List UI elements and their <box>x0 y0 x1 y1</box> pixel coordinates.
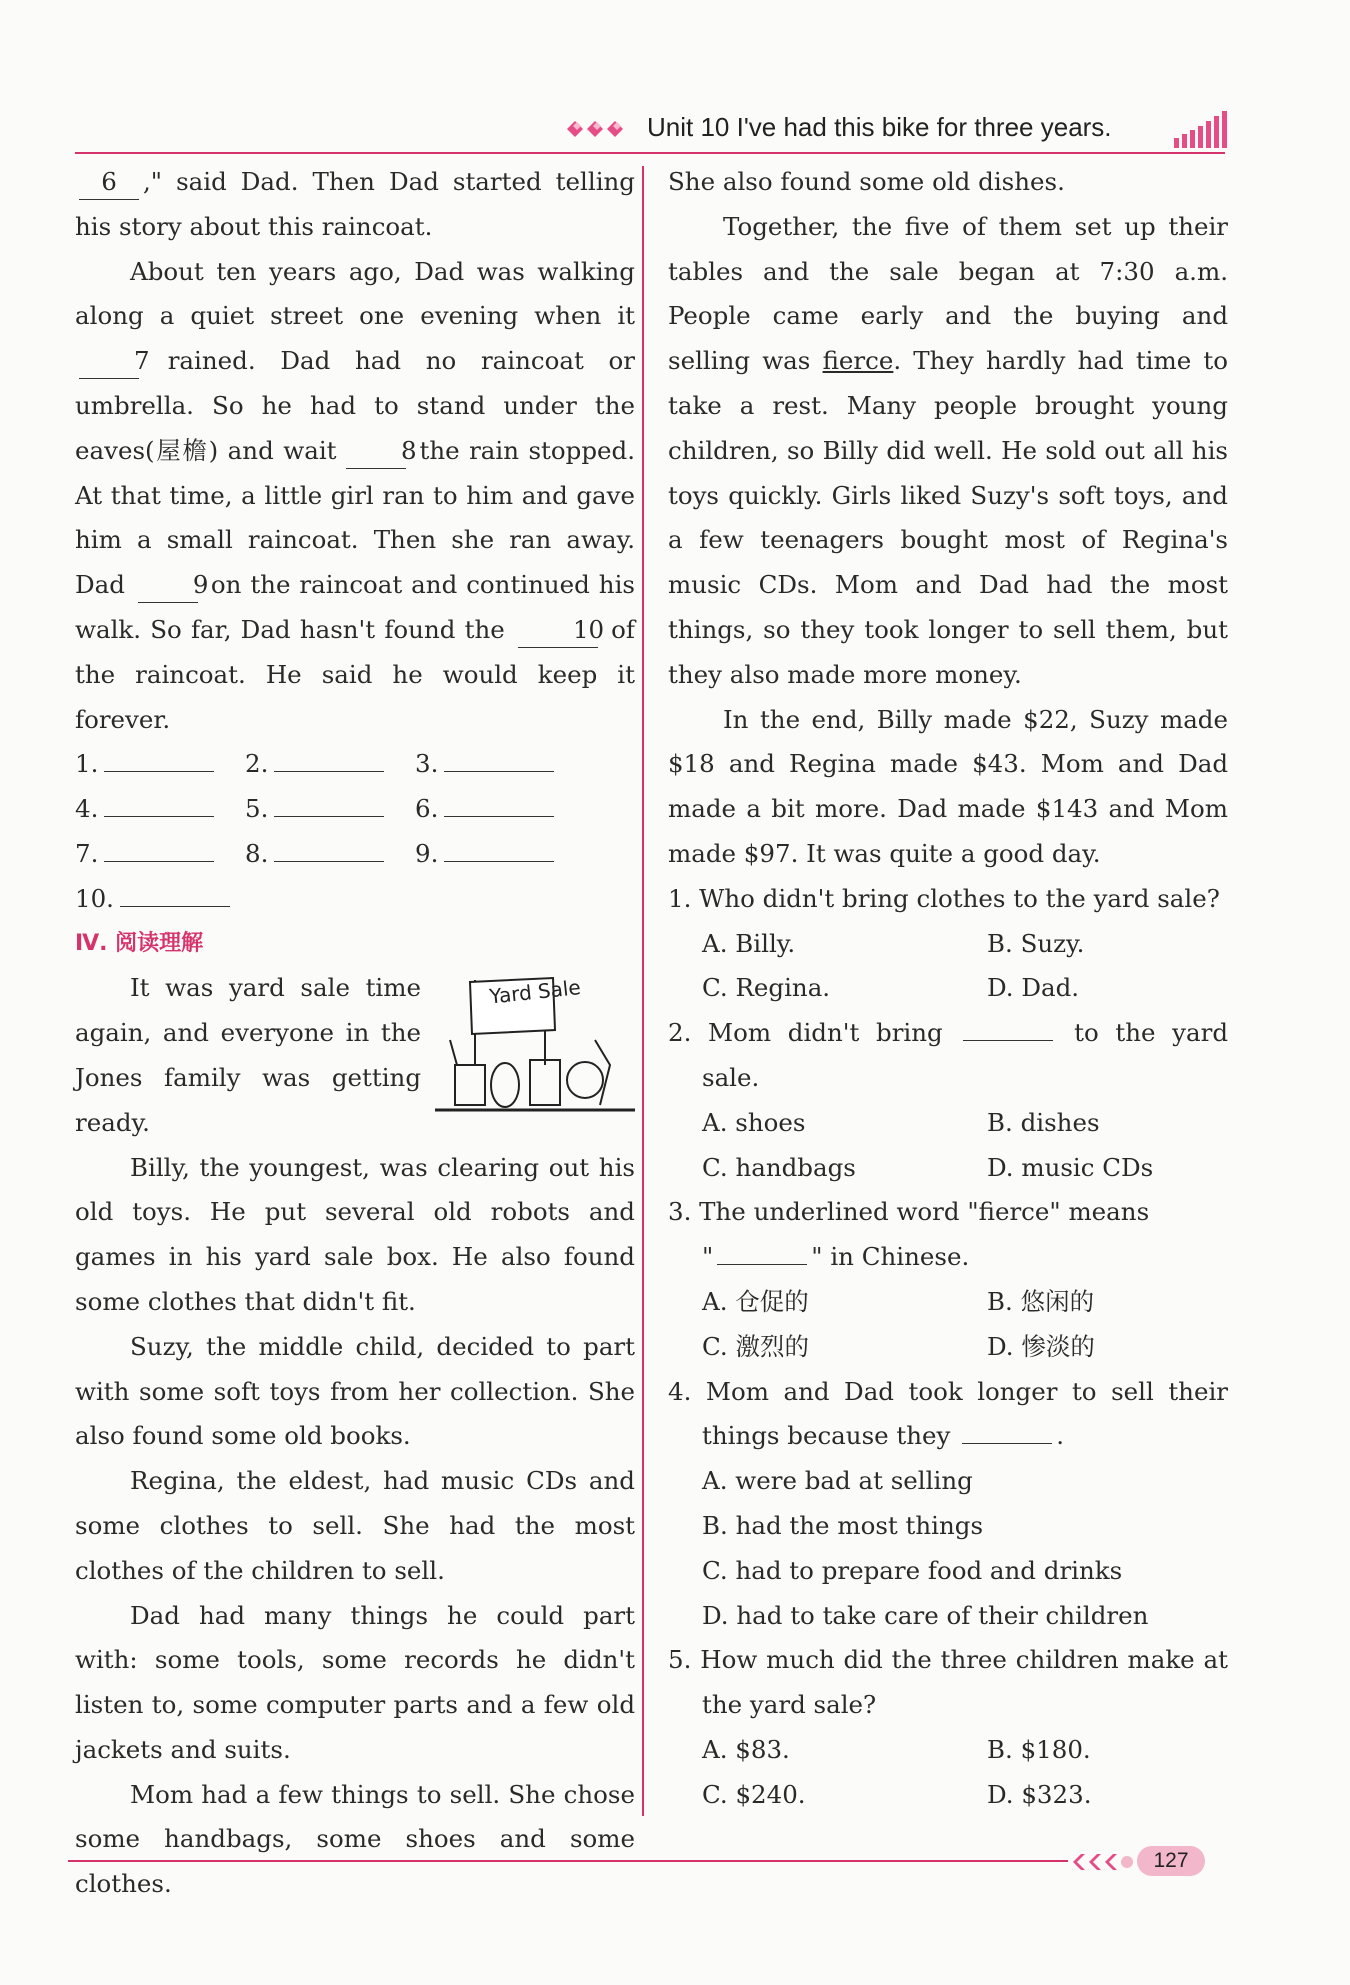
cloze-paragraph-1 <box>75 160 635 250</box>
question-stem: 1. Who didn't bring clothes to the yard sale? <box>668 883 1220 913</box>
reading-paragraph-1: It was yard sale time again, and everyone in the Jones family was getting ready. <box>75 973 421 1137</box>
cloze-blank-10: 10 <box>518 613 598 648</box>
answer-item[interactable]: 7. <box>75 832 245 877</box>
answer-item[interactable]: 9. <box>415 832 585 877</box>
answer-line[interactable] <box>444 841 554 862</box>
answer-item[interactable]: 6. <box>415 787 585 832</box>
reading-paragraph-3: Suzy, the middle child, decided to part with some soft toys from her collection. She also found some old books. <box>75 1331 635 1451</box>
cloze-paragraph-2 <box>75 250 635 743</box>
section-title: Ⅳ. 阅读理解 <box>75 930 204 956</box>
page-number: 127 <box>1137 1846 1205 1876</box>
answer-item[interactable]: 10. <box>75 877 245 922</box>
answer-item[interactable]: 8. <box>245 832 415 877</box>
right-column <box>668 160 1228 1817</box>
option-c[interactable]: C. 激烈的 <box>702 1331 809 1361</box>
reading-paragraph-4: Regina, the eldest, had music CDs and some clothes to sell. She had the most clothes of the children to sell. <box>75 1466 635 1585</box>
answer-lines <box>75 742 635 921</box>
answer-line[interactable] <box>274 751 384 772</box>
question-blank[interactable] <box>717 1240 807 1265</box>
option-b[interactable]: B. had the most things <box>702 1510 984 1540</box>
column-divider <box>642 166 644 1816</box>
reading-paragraph-6: Mom had a few things to sell. She chose some handbags, some shoes and some clothes. <box>75 1779 635 1899</box>
question-4 <box>668 1370 1228 1639</box>
question-stem: 4. Mom and Dad took longer to sell their things because they . <box>668 1376 1228 1451</box>
answer-line[interactable] <box>104 841 214 862</box>
answer-item[interactable]: 3. <box>415 742 585 787</box>
reading-text: . They hardly had time to take a rest. Many people brought young children, so Billy did well. He sold out all his toys quickly. Girls liked Suzy's soft toys, and a few teenagers bought most of Regina's music CDs. Mom and Dad had the most things, so they took longer to sell them, but they also made more money. <box>668 346 1228 689</box>
question-blank[interactable] <box>963 1016 1053 1041</box>
cloze-text: the rain stopped. At that time, a little girl ran to him and gave him a small raincoat. Then she ran away. Dad <box>75 435 635 600</box>
chevron-arrows-icon <box>1063 1849 1133 1875</box>
yard-sale-sign-text: Yard Sale <box>488 975 582 1009</box>
cloze-blank-7: 7 <box>79 344 139 379</box>
option-a[interactable]: A. were bad at selling <box>702 1466 973 1496</box>
cloze-blank-8: 8 <box>346 434 406 469</box>
answer-line[interactable] <box>444 751 554 772</box>
answer-item[interactable]: 1. <box>75 742 245 787</box>
yard-sale-illustration <box>435 970 635 1120</box>
option-b[interactable]: B. $180. <box>987 1734 1091 1764</box>
cloze-text: on the raincoat and continued his walk. So far, Dad hasn't found the <box>75 570 635 644</box>
cloze-blank-9: 9 <box>138 568 198 603</box>
option-c[interactable]: C. had to prepare food and drinks <box>702 1555 1123 1585</box>
unit-title: Unit 10 I've had this bike for three years. <box>647 112 1112 142</box>
left-column <box>75 160 635 1907</box>
cloze-text: of the raincoat. He said he would keep it forever. <box>75 614 635 734</box>
signal-bars-icon <box>1170 108 1230 148</box>
option-d[interactable]: D. 惨淡的 <box>987 1331 1095 1361</box>
reading-paragraph-7: She also found some old dishes. <box>668 167 1065 196</box>
cloze-text: rained. Dad had no raincoat or umbrella. So he had to stand under the eaves(屋檐) and wait <box>75 346 635 465</box>
answer-line[interactable] <box>274 796 384 817</box>
underlined-word: fierce <box>822 346 894 376</box>
question-stem: 2. Mom didn't bring to the yard sale. <box>668 1018 1229 1092</box>
option-b[interactable]: B. dishes <box>987 1107 1100 1137</box>
question-stem: 3. The underlined word "fierce" means " " in Chinese. <box>668 1197 1150 1272</box>
answer-line[interactable] <box>274 841 384 862</box>
reading-paragraph-8 <box>668 205 1228 698</box>
option-d[interactable]: D. had to take care of their children <box>702 1600 1149 1630</box>
question-3 <box>668 1190 1228 1369</box>
answer-line[interactable] <box>104 751 214 772</box>
question-1 <box>668 877 1228 1011</box>
cloze-blank-6: 6 <box>79 165 139 200</box>
option-b[interactable]: B. 悠闲的 <box>987 1286 1095 1316</box>
reading-paragraph-2: Billy, the youngest, was clearing out his old toys. He put several old robots and games in his yard sale box. He also found some clothes that didn't fit. <box>75 1152 635 1316</box>
answer-item[interactable]: 4. <box>75 787 245 832</box>
answer-line[interactable] <box>120 886 230 907</box>
footer-rule <box>68 1860 1068 1862</box>
reading-paragraph-9: In the end, Billy made $22, Suzy made $18 and Regina made $43. Mom and Dad made a bit more. Dad made $143 and Mom made $97. It was quite a good day. <box>668 704 1228 868</box>
option-a[interactable]: A. $83. <box>702 1734 790 1764</box>
option-a[interactable]: A. Billy. <box>702 928 796 958</box>
answer-item[interactable]: 2. <box>245 742 415 787</box>
option-a[interactable]: A. shoes <box>702 1107 806 1137</box>
question-stem: 5. How much did the three children make at the yard sale? <box>668 1645 1228 1720</box>
question-5 <box>668 1638 1228 1817</box>
question-blank[interactable] <box>962 1419 1052 1444</box>
option-d[interactable]: D. Dad. <box>987 973 1080 1003</box>
cloze-text: About ten years ago, Dad was walking along a quiet street one evening when it <box>75 256 635 331</box>
option-a[interactable]: A. 仓促的 <box>702 1286 809 1316</box>
option-c[interactable]: C. handbags <box>702 1152 856 1182</box>
cloze-text: ," said Dad. Then Dad started telling his story about this raincoat. <box>75 167 635 241</box>
diamond-arrows-icon <box>565 114 629 144</box>
option-d[interactable]: D. music CDs <box>987 1152 1154 1182</box>
option-d[interactable]: D. $323. <box>987 1779 1092 1809</box>
option-c[interactable]: C. Regina. <box>702 973 831 1003</box>
page-header <box>75 108 1225 154</box>
option-c[interactable]: C. $240. <box>702 1779 806 1809</box>
reading-text: Together, the five of them set up their tables and the sale began at 7:30 a.m. People came early and the buying and selling was <box>668 211 1228 376</box>
question-2 <box>668 1011 1228 1190</box>
answer-line[interactable] <box>444 796 554 817</box>
reading-paragraph-5: Dad had many things he could part with: some tools, some records he didn't listen to, some computer parts and a few old jackets and suits. <box>75 1600 635 1764</box>
answer-item[interactable]: 5. <box>245 787 415 832</box>
answer-line[interactable] <box>104 796 214 817</box>
option-b[interactable]: B. Suzy. <box>987 928 1085 958</box>
